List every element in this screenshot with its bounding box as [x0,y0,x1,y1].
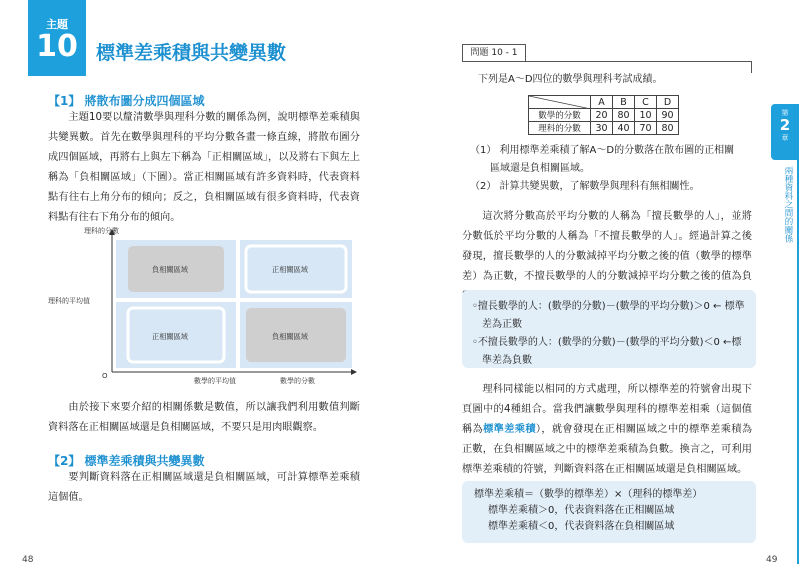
chapter-number: 2 [779,116,791,134]
table-header-c: C [635,96,657,109]
table-row [529,122,679,135]
question-1-line2: 區域還是負相關區域。 [490,163,590,174]
paragraph2-post: ），就會發現在正相關區域之中的標準差乘積為正數，在負相關區域之中的標準差乘積為負數。換言之，可利用標準差乘積的符號，判斷資料落在正相關區域還是負相關區域。 [462,424,753,475]
table-cell: 20 [591,109,613,122]
table-header-d: D [657,96,679,109]
topic-label: 主題 [46,18,68,31]
section-heading-2: 【2】 標準差乘積與共變異數 [48,454,205,468]
page-title: 標準差乘積與共變異數 [96,42,287,64]
quad-label-bottom-left: 正相關區域 [152,332,188,341]
topic-badge [28,0,86,76]
table-corner [529,96,591,109]
right-paragraph-1: 這次將分數高於平均分數的人稱為「擅長數學的人」，並將分數低於平均分數的人稱為「不擅長數學的人」。經過計算之後發現，擅長數學的人的分數減掉平均分數之後的值（數學的標準差）為正數，不擅長數學的人的分數減掉平均分數之後的值為負 [462,211,752,282]
page-number-left: 48 [22,555,34,565]
chapter-tab [771,104,799,160]
origin-label: O [102,372,108,380]
question-2: （2） 計算共變異數，了解數學與理科有無相關性。 [470,181,700,192]
x-mean-label: 數學的平均值 [194,377,236,385]
problem-label: 問題 10 - 1 [462,44,526,62]
formula-line-2: 標準差乘積＞0，代表資料落在正相關區域 [488,505,675,516]
chapter-label: 第 [781,109,789,117]
sign-rule-positive: ◦擅長數學的人：(數學的分數)－(數學的平均分數)＞0 ← 標準差為正數 [472,301,745,330]
section-heading-1: 【1】 將散布圖分成四個區域 [48,94,205,108]
quad-label-bottom-right: 負相關區域 [272,332,308,341]
problem-box [462,61,752,196]
chapter-side-title: 兩種資料之間的關係 [783,166,793,243]
right-paragraph-2 [462,380,752,480]
section1-paragraph: 主題10要以釐清數學與理科分數的關係為例，說明標準差乘積與共變異數。首先在數學與理科的平均分數各畫一條直線，將散布圖分成四個區域，再將右上與左下稱為「正相關區域」，以及將右下與左上稱為「負相關區域」（下圖）。當正相關區域有許多資料時，代表資料點有往右上角分布的傾向；反之，負相關區域有很多資料時，代表資料點有往右下角分布的傾向。 [48,112,360,223]
question-1-line1: （1） 利用標準差乘積了解A～D的分數落在散布圖的正相關 [470,145,735,156]
table-cell: 90 [657,109,679,122]
x-axis-label: 數學的分數 [280,377,315,385]
table-header-b: B [613,96,635,109]
paragraph-3: 要判斷資料落在正相關區域還是負相關區域，可計算標準差乘積這個值。 [48,472,360,503]
sign-rule-box [462,290,756,368]
table-cell: 40 [613,122,635,135]
table-cell: 80 [613,109,635,122]
table-row [529,109,679,122]
table-cell: 30 [591,122,613,135]
table-cell: 10 [635,109,657,122]
quadrant-diagram [48,222,360,390]
topic-number: 10 [36,29,78,64]
page-number-right: 49 [766,555,778,565]
chapter-suffix: 章 [781,134,789,142]
score-table [528,95,679,135]
formula-line-3: 標準差乘積＜0，代表資料落在負相關區域 [488,521,675,532]
paragraph-2: 由於接下來要介紹的相關係數是數值，所以讓我們利用數值判斷資料落在正相關區域還是負相關區域，不要只是用肉眼觀察。 [48,402,360,433]
problem-intro: 下列是A～D四位的數學與理科考試成績。 [478,74,663,85]
right-page [400,0,799,578]
y-axis-label: 理科的分數 [84,227,119,235]
table-header-a: A [591,96,613,109]
paragraph2-pre: 理科同樣能以相同的方式處理，所以標準差的符號會出現下頁圖中的4種組合。當我們讓數學與理科的標準差相乘（這個值稱為 [462,384,752,435]
quadrant-diagram-svg [48,222,360,390]
formula-box [462,481,756,543]
quad-label-top-left: 負相關區域 [152,265,188,274]
table-cell: 80 [657,122,679,135]
row-label-science: 理科的分數 [529,122,591,135]
term-highlight: 標準差乘積 [483,424,536,435]
table-cell: 70 [635,122,657,135]
quad-label-top-right: 正相關區域 [272,265,308,274]
y-mean-label: 理科的平均值 [48,297,90,305]
row-label-math: 數學的分數 [529,109,591,122]
sign-rule-negative: ◦不擅長數學的人：(數學的分數)－(數學的平均分數)＜0 ←標準差為負數 [472,337,742,366]
formula-line-1: 標準差乘積＝（數學的標準差）×（理科的標準差） [474,489,703,500]
